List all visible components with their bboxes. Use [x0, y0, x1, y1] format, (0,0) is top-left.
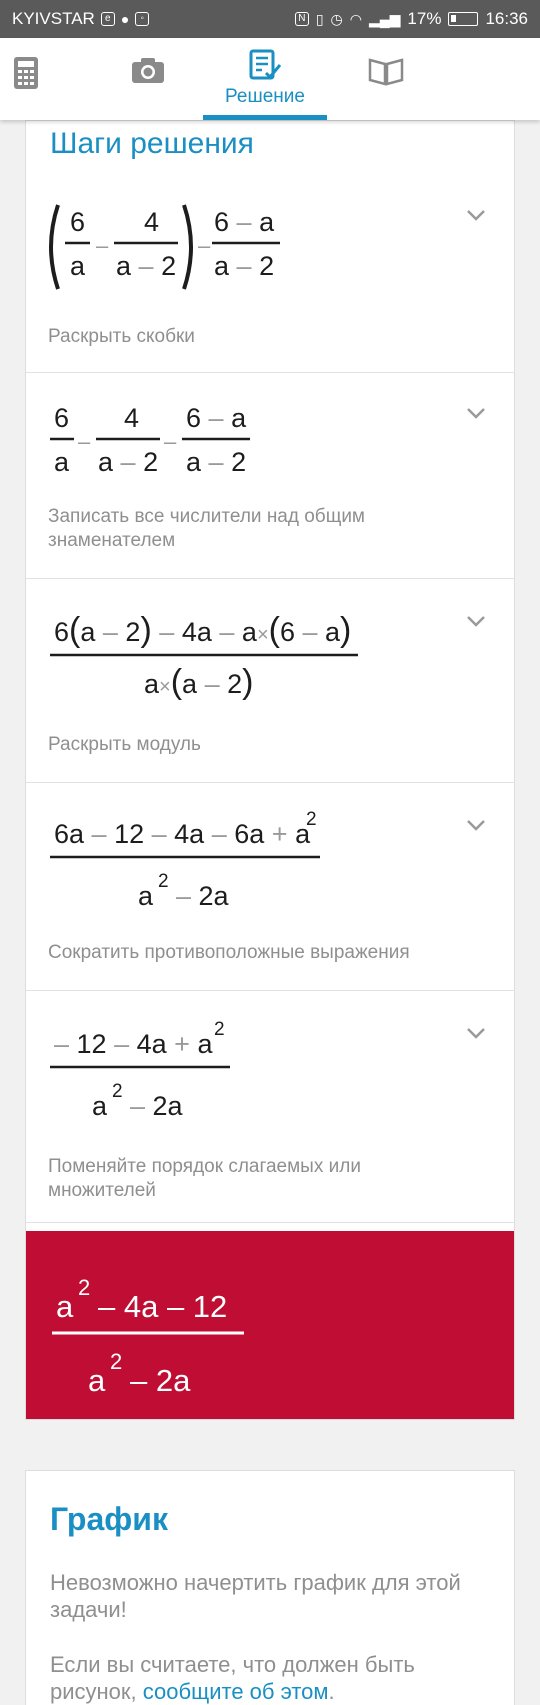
signal-icon: ▂▄▆ — [368, 10, 401, 27]
svg-text:6: 6 — [54, 403, 70, 433]
step-expression — [48, 1019, 248, 1129]
step-description: Раскрыть модуль — [48, 734, 201, 755]
nfc-icon: N — [295, 12, 309, 26]
steps-title: Шаги решения — [50, 127, 254, 160]
svg-text:a – 2: a – 2 — [214, 251, 275, 281]
svg-text:6: 6 — [70, 207, 86, 237]
step-description: Записать все числители над общим знаменателем — [48, 506, 365, 551]
svg-text:– 2a: – 2a — [130, 1091, 183, 1121]
svg-text:a×(a – 2): a×(a – 2) — [144, 663, 254, 701]
vibrate-icon: ▯ — [315, 10, 324, 27]
graph-card — [25, 1470, 515, 1705]
status-bar — [0, 0, 540, 38]
svg-text:a: a — [92, 1091, 108, 1121]
svg-text:2: 2 — [214, 1019, 225, 1040]
message-icon: ● — [120, 10, 130, 27]
svg-text:a: a — [70, 251, 86, 281]
svg-text:–: – — [164, 429, 177, 454]
svg-text:a: a — [56, 1289, 74, 1324]
wifi-icon: ◠ — [349, 10, 362, 27]
svg-text:– 2a: – 2a — [176, 881, 229, 911]
battery-percent: 17% — [407, 9, 442, 28]
step-description: Раскрыть скобки — [48, 326, 195, 347]
graph-hint — [50, 1651, 484, 1705]
svg-text:–: – — [198, 233, 211, 258]
solution-step[interactable] — [26, 173, 514, 373]
svg-text:a – 2: a – 2 — [98, 447, 159, 477]
solution-step[interactable] — [26, 783, 514, 991]
step-expression — [48, 605, 378, 715]
svg-text:– 4a – 12: – 4a – 12 — [98, 1289, 228, 1324]
svg-text:–: – — [78, 429, 91, 454]
solution-icon — [248, 48, 282, 82]
chevron-down-icon[interactable] — [466, 1027, 486, 1039]
tab-solution[interactable] — [203, 38, 327, 120]
svg-text:6 – a: 6 – a — [186, 403, 247, 433]
svg-text:– 12 – 4a + a: – 12 – 4a + a — [54, 1029, 213, 1059]
svg-text:2: 2 — [112, 1081, 123, 1102]
svg-text:6 – a: 6 – a — [214, 207, 275, 237]
svg-text:–: – — [96, 233, 109, 258]
svg-text:2: 2 — [158, 871, 169, 892]
svg-text:a: a — [88, 1363, 106, 1398]
chevron-down-icon[interactable] — [466, 615, 486, 627]
step-expression — [48, 397, 268, 487]
tab-solution-label: Решение — [225, 86, 305, 107]
svg-text:2: 2 — [306, 809, 317, 830]
chevron-down-icon[interactable] — [466, 819, 486, 831]
svg-text:6(a – 2) – 4a – a×(6 – a): 6(a – 2) – 4a – a×(6 – a) — [54, 611, 352, 649]
result-expression — [52, 1259, 262, 1399]
camera-icon — [131, 56, 165, 84]
active-tab-indicator — [203, 115, 327, 120]
solution-step[interactable] — [26, 373, 514, 579]
svg-text:4: 4 — [124, 403, 140, 433]
book-icon — [368, 56, 404, 86]
solution-steps-card — [25, 120, 515, 1420]
clock: 16:36 — [485, 9, 528, 28]
calculator-icon — [13, 56, 39, 90]
status-left — [12, 9, 149, 29]
graph-hint-end: . — [328, 1679, 335, 1704]
report-link[interactable]: сообщите об этом — [142, 1679, 329, 1704]
svg-text:2: 2 — [110, 1349, 123, 1374]
alarm-icon: ◷ — [330, 10, 343, 27]
solution-step[interactable] — [26, 991, 514, 1223]
tab-calculator[interactable] — [0, 38, 52, 120]
step-expression — [48, 197, 308, 297]
final-result — [26, 1231, 514, 1420]
graph-message: Невозможно начертить график для этой задачи! — [50, 1570, 461, 1622]
svg-text:a – 2: a – 2 — [116, 251, 177, 281]
status-right — [295, 9, 528, 29]
svg-text:a – 2: a – 2 — [186, 447, 247, 477]
solution-step[interactable] — [26, 579, 514, 783]
graph-title: График — [50, 1501, 168, 1537]
instagram-icon: ◦ — [135, 12, 149, 26]
step-description: Сократить противоположные выражения — [48, 942, 410, 963]
battery-icon — [448, 12, 478, 26]
svg-text:4: 4 — [144, 207, 160, 237]
step-description: Поменяйте порядок слагаемых или множителей — [48, 1156, 361, 1201]
svg-text:a: a — [54, 447, 70, 477]
step-expression — [48, 809, 348, 919]
chevron-down-icon[interactable] — [466, 407, 486, 419]
euro-icon: e — [101, 12, 115, 26]
graph-hint-text: Если вы считаете, что должен быть рисунок, — [50, 1652, 415, 1704]
chevron-down-icon[interactable] — [466, 209, 486, 221]
carrier-name: KYIVSTAR — [12, 9, 95, 28]
tab-camera[interactable] — [118, 38, 178, 120]
svg-text:6a – 12 – 4a – 6a + a: 6a – 12 – 4a – 6a + a — [54, 819, 311, 849]
svg-text:2: 2 — [78, 1275, 91, 1300]
tab-book[interactable] — [356, 38, 416, 120]
svg-text:a: a — [138, 881, 154, 911]
top-toolbar — [0, 38, 540, 120]
svg-text:– 2a: – 2a — [130, 1363, 191, 1398]
